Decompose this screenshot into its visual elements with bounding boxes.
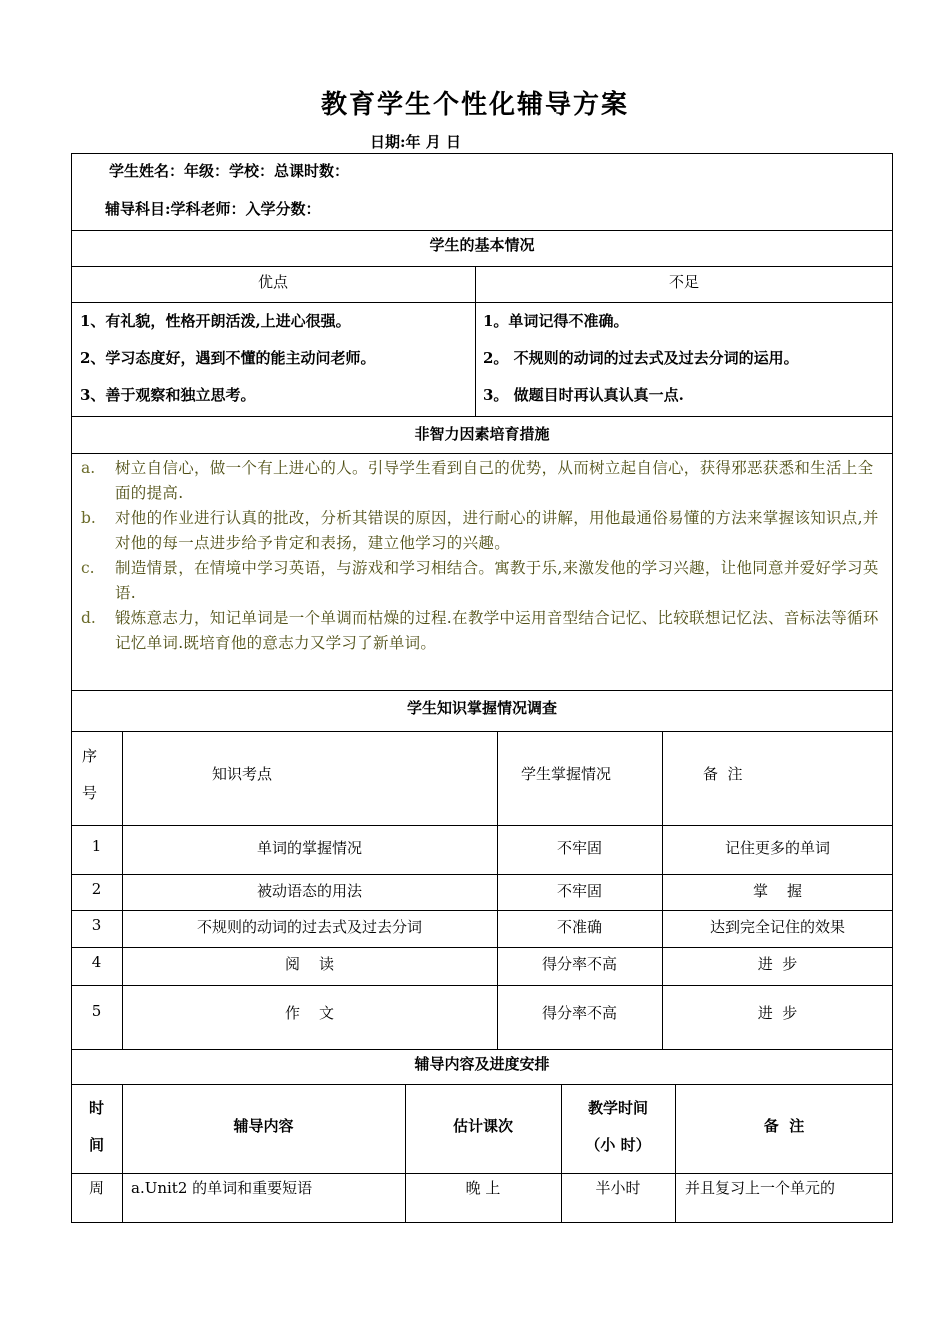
divider [405,1084,406,1223]
survey-note: 进 步 [757,1004,798,1022]
measure-label: a. [81,459,96,477]
divider [475,266,476,416]
section-heading-measures: 非智力因素培育措施 [414,425,550,443]
survey-seq: 5 [91,1002,102,1020]
page-title: 教育学生个性化辅导方案 [320,90,629,120]
strength-item: 1、有礼貌，性格开朗活泼,上进心很强。 [80,312,351,330]
col-seq-header: 序 [82,747,98,765]
survey-seq: 1 [91,837,102,855]
measure-text: 树立自信心，做一个有上进心的人。引导学生看到自己的优势，从而树立起自信心，获得邪恶获悉和生活上全面的提高. [115,459,874,502]
col-hours-header: （小 时） [585,1136,651,1154]
col-hours-header: 教学时间 [587,1099,648,1117]
weakness-item: 1。单词记得不准确。 [483,312,629,330]
divider [71,1173,893,1174]
divider [71,874,893,875]
border-bottom [71,1222,893,1223]
measure-label: d. [81,609,96,627]
measure-label: c. [81,559,95,577]
section-heading-schedule: 辅导内容及进度安排 [414,1055,550,1073]
divider [71,1049,893,1050]
survey-seq: 3 [91,916,102,934]
survey-status: 得分率不高 [541,955,617,973]
plan-table [71,153,893,1223]
survey-note: 达到完全记住的效果 [709,918,845,936]
weakness-item: 2。 不规则的动词的过去式及过去分词的运用。 [483,349,799,367]
survey-point: 阅 读 [284,955,335,973]
col-content-header: 辅导内容 [233,1117,294,1135]
divider [122,1084,123,1223]
divider [71,910,893,911]
survey-note: 进 步 [757,955,798,973]
schedule-hours: 半小时 [595,1179,641,1197]
border-top [71,153,893,154]
divider [71,266,893,267]
divider [71,1084,893,1085]
col-status-header: 学生掌握情况 [521,765,612,783]
survey-status: 不准确 [556,918,602,936]
weaknesses-header: 不足 [668,273,699,291]
col-lessons-header: 估计课次 [452,1117,513,1135]
survey-point: 作 文 [284,1004,335,1022]
header-line-2: 辅导科目:学科老师：入学分数： [105,200,321,218]
col-note-header: 备 注 [703,765,743,783]
survey-point: 不规则的动词的过去式及过去分词 [196,918,422,936]
strength-item: 2、学习态度好，遇到不懂的能主动问老师。 [80,349,376,367]
survey-note: 掌 握 [752,882,803,900]
date-line: 日期:年 月 日 [370,133,461,151]
schedule-time: 周 [88,1179,104,1197]
divider [71,453,893,454]
survey-point: 被动语态的用法 [256,882,362,900]
schedule-content: a.Unit2 的单词和重要短语 [131,1179,313,1197]
divider [71,825,893,826]
divider [71,731,893,732]
survey-seq: 2 [91,880,102,898]
section-heading-basic: 学生的基本情况 [429,236,535,254]
weakness-item: 3。 做题目时再认真认真一点. [483,386,684,404]
survey-point: 单词的掌握情况 [256,839,362,857]
divider [71,690,893,691]
strengths-header: 优点 [257,273,288,291]
measure-text: 锻炼意志力，知记单词是一个单调而枯燥的过程.在教学中运用音型结合记忆、比较联想记忆法、音标法等循环记忆单词.既培育他的意志力又学习了新单词。 [115,609,879,652]
survey-status: 不牢固 [556,839,602,857]
survey-note: 记住更多的单词 [724,839,830,857]
col-seq-header: 号 [82,784,98,802]
measure-label: b. [81,509,96,527]
divider [675,1084,676,1223]
divider [71,302,893,303]
schedule-note: 并且复习上一个单元的 [685,1179,836,1197]
divider [71,230,893,231]
measure-text: 对他的作业进行认真的批改，分析其错误的原因，进行耐心的讲解，用他最通俗易懂的方法来掌握该知识点,并对他的每一点进步给予肯定和表扬，建立他学习的兴趣。 [115,509,879,552]
schedule-lessons: 晚 上 [465,1179,501,1197]
col-time-header: 间 [88,1136,104,1154]
survey-status: 得分率不高 [541,1004,617,1022]
section-heading-survey: 学生知识掌握情况调查 [406,699,557,717]
divider [71,947,893,948]
col-note-header: 备 注 [763,1117,805,1135]
divider [71,416,893,417]
col-time-header: 时 [88,1099,104,1117]
strength-item: 3、善于观察和独立思考。 [80,386,256,404]
col-point-header: 知识考点 [212,765,273,783]
measure-text: 制造情景，在情境中学习英语，与游戏和学习相结合。寓教于乐,来激发他的学习兴趣，让他同意并爱好学习英语. [115,559,879,602]
header-line-1: 学生姓名：年级：学校：总课时数： [109,162,350,180]
divider [71,985,893,986]
survey-status: 不牢固 [556,882,602,900]
survey-seq: 4 [91,953,102,971]
